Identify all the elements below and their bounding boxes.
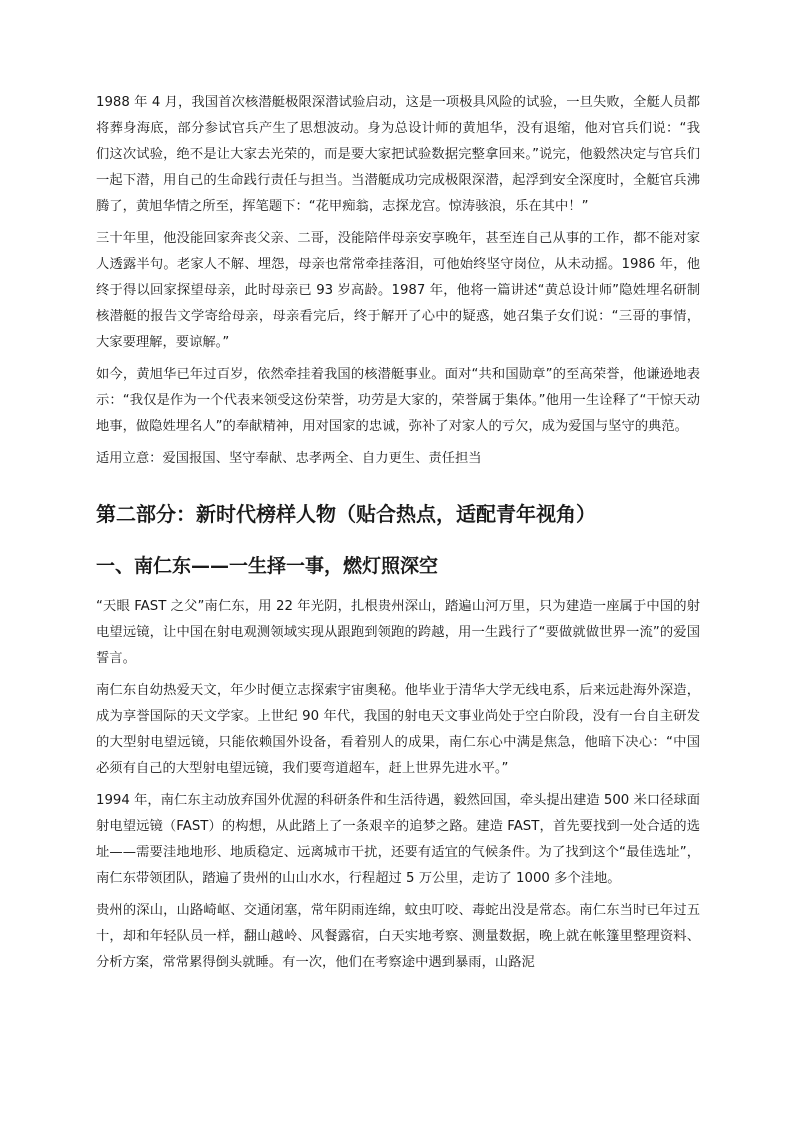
paragraph: 三十年里，他没能回家奔丧父亲、二哥，没能陪伴母亲安享晚年，甚至连自己从事的工作，都不能对家人透露半句。老家人不解、埋怨，母亲也常常牵挂落泪，可他始终坚守岗位，从未动摇。1986 年，他终于得以回家探望母亲，此时母亲已 93 岁高龄。1987 年，他将一篇讲述“黄总设计师”隐姓埋名研制核潜艇的报告文学寄给母亲，母亲看完后，终于解开了心中的疑惑，她召集子女们说：“三哥的事情，大家要理解，要谅解。” xyxy=(96,231,700,350)
subsection-heading: 一、南仁东——一生择一事，燃灯照深空 xyxy=(96,555,439,577)
applicable-themes: 适用立意：爱国报国、坚守奉献、忠孝两全、自力更生、责任担当 xyxy=(96,451,482,466)
document-body xyxy=(96,90,700,982)
section-heading: 第二部分：新时代榜样人物（贴合热点，适配青年视角） xyxy=(96,502,596,526)
paragraph: 1994 年，南仁东主动放弃国外优渥的科研条件和生活待遇，毅然回国，牵头提出建造 500 米口径球面射电望远镜（FAST）的构想，从此踏上了一条艰辛的追梦之路。建造 FAST，首先要找到一处合适的选址——需要洼地地形、地质稳定、远离城市干扰，还要有适宜的气候条件。为了找到这个“最佳选址”，南仁东带领团队，踏遍了贵州的山山水水，行程超过 5 万公里，走访了 1000 多个洼地。 xyxy=(96,793,700,886)
paragraph: 1988 年 4 月，我国首次核潜艇极限深潜试验启动，这是一项极具风险的试验，一旦失败，全艇人员都将葬身海底，部分参试官兵产生了思想波动。身为总设计师的黄旭华，没有退缩，他对官兵们说：“我们这次试验，绝不是让大家去光荣的，而是要大家把试验数据完整拿回来。”说完，他毅然决定与官兵们一起下潜，用自己的生命践行责任与担当。当潜艇成功完成极限深潜，起浮到安全深度时，全艇官兵沸腾了，黄旭华情之所至，挥笔题下：“花甲痴翁，志探龙宫。惊涛骇浪，乐在其中！” xyxy=(96,95,700,214)
paragraph: 如今，黄旭华已年过百岁，依然牵挂着我国的核潜艇事业。面对“共和国勋章”的至高荣誉，他谦逊地表示：“我仅是作为一个代表来领受这份荣誉，功劳是大家的，荣誉属于集体。”他用一生诠释了“干惊天动地事，做隐姓埋名人”的奉献精神，用对国家的忠诚，弥补了对家人的亏欠，成为爱国与坚守的典范。 xyxy=(96,367,700,434)
paragraph: 南仁东自幼热爱天文，年少时便立志探索宇宙奥秘。他毕业于清华大学无线电系，后来远赴海外深造，成为享誉国际的天文学家。上世纪 90 年代，我国的射电天文事业尚处于空白阶段，没有一台自主研发的大型射电望远镜，只能依赖国外设备，看着别人的成果，南仁东心中满是焦急，他暗下决心：“中国必须有自己的大型射电望远镜，我们要弯道超车，赶上世界先进水平。” xyxy=(96,683,700,776)
paragraph: “天眼 FAST 之父”南仁东，用 22 年光阴，扎根贵州深山，踏遍山河万里，只为建造一座属于中国的射电望远镜，让中国在射电观测领域实现从跟跑到领跑的跨越，用一生践行了“要做就做世界一流”的爱国誓言。 xyxy=(96,599,700,666)
paragraph: 贵州的深山，山路崎岖、交通闭塞，常年阴雨连绵，蚊虫叮咬、毒蛇出没是常态。南仁东当时已年过五十，却和年轻队员一样，翻山越岭、风餐露宿，白天实地考察、测量数据，晚上就在帐篷里整理资料、分析方案，常常累得倒头就睡。有一次，他们在考察途中遇到暴雨，山路泥 xyxy=(96,903,700,970)
